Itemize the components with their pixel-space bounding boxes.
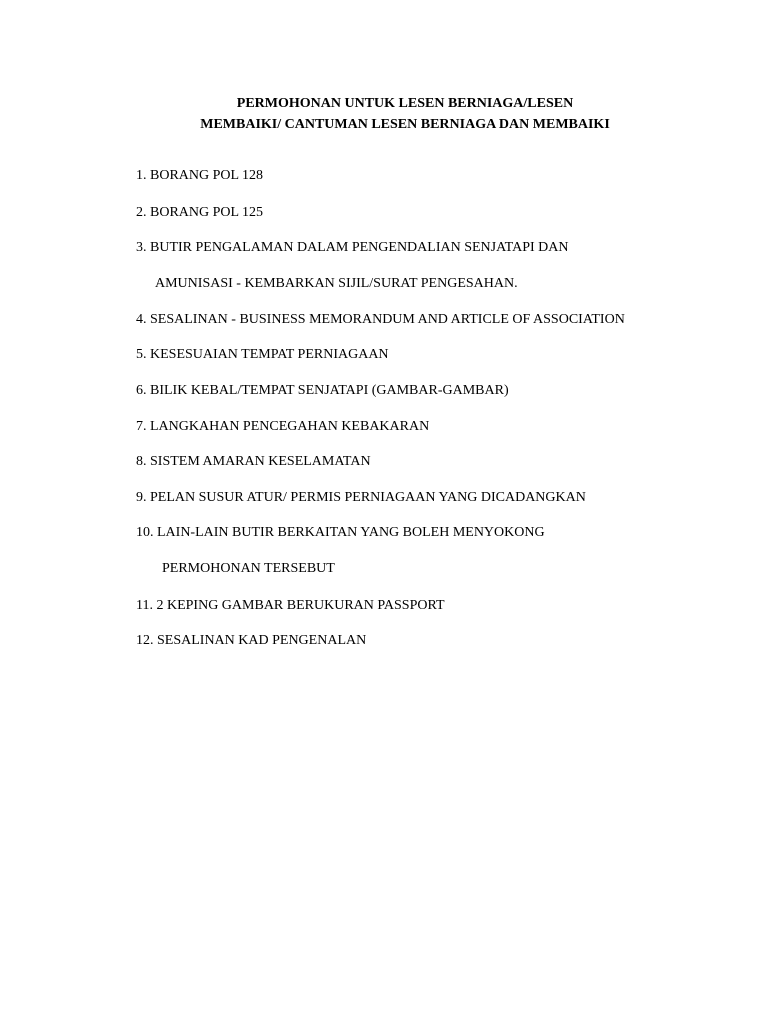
list-item-6: 6. BILIK KEBAL/TEMPAT SENJATAPI (GAMBAR-GAMBAR) (136, 383, 509, 398)
list-item-10-continuation: PERMOHONAN TERSEBUT (162, 561, 335, 576)
list-item-3: 3. BUTIR PENGALAMAN DALAM PENGENDALIAN SENJATAPI DAN (136, 240, 569, 255)
document-title-line-1: PERMOHONAN UNTUK LESEN BERNIAGA/LESEN (236, 96, 574, 111)
list-item-8: 8. SISTEM AMARAN KESELAMATAN (136, 454, 371, 469)
list-item-3-continuation: AMUNISASI - KEMBARKAN SIJIL/SURAT PENGESAHAN. (155, 276, 518, 291)
list-item-7: 7. LANGKAHAN PENCEGAHAN KEBAKARAN (136, 419, 430, 434)
list-item-2: 2. BORANG POL 125 (136, 205, 264, 220)
document-title-line-2: MEMBAIKI/ CANTUMAN LESEN BERNIAGA DAN MEMBAIKI (200, 117, 610, 132)
list-item-11: 11. 2 KEPING GAMBAR BERUKURAN PASSPORT (136, 598, 445, 613)
list-item-12: 12. SESALINAN KAD PENGENALAN (136, 633, 367, 648)
list-item-5: 5. KESESUAIAN TEMPAT PERNIAGAAN (136, 347, 389, 362)
list-item-10: 10. LAIN-LAIN BUTIR BERKAITAN YANG BOLEH MENYOKONG (136, 525, 545, 540)
list-item-1: 1. BORANG POL 128 (136, 168, 264, 183)
list-item-9: 9. PELAN SUSUR ATUR/ PERMIS PERNIAGAAN YANG DICADANGKAN (136, 490, 586, 505)
list-item-4: 4. SESALINAN - BUSINESS MEMORANDUM AND ARTICLE OF ASSOCIATION (136, 312, 625, 327)
